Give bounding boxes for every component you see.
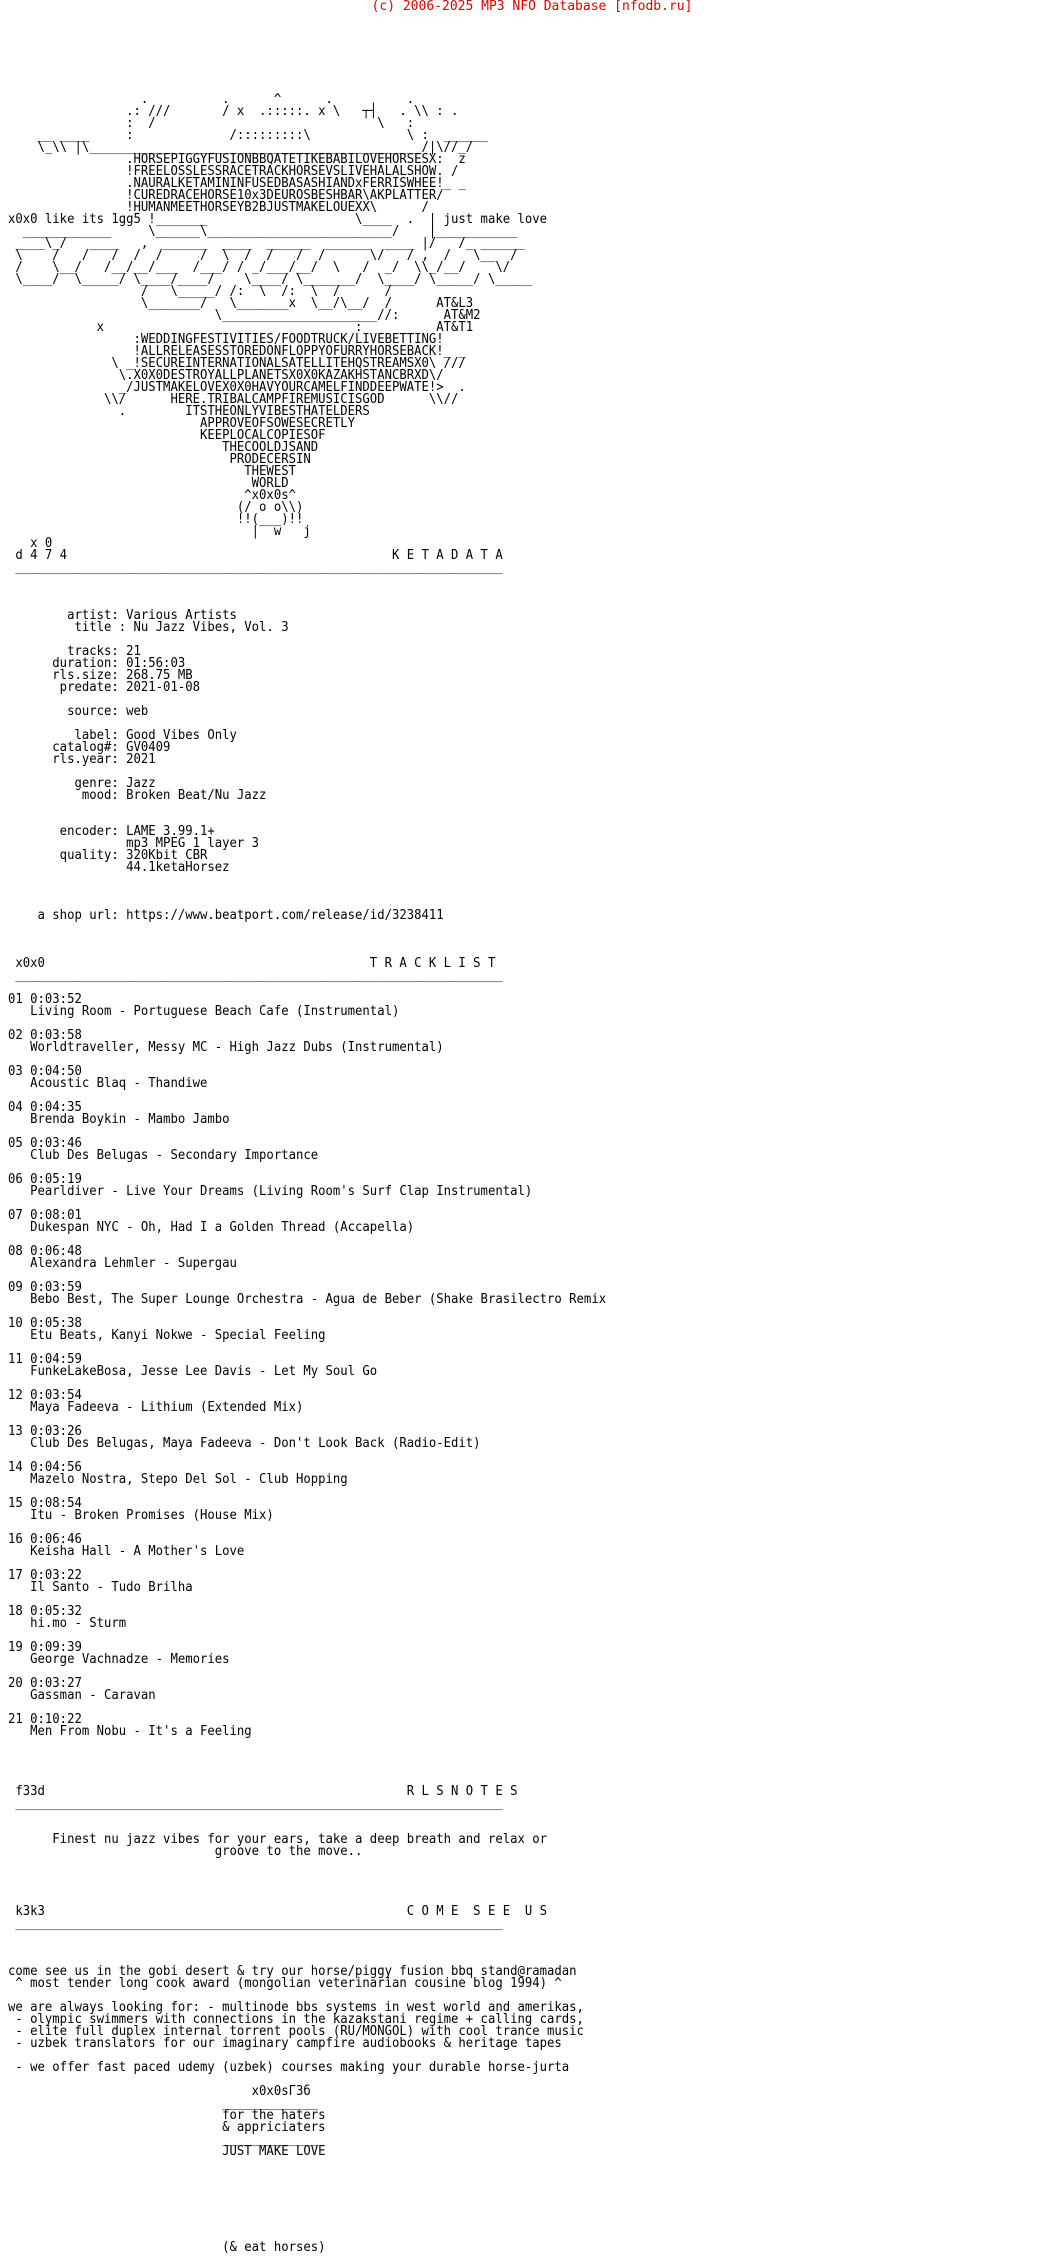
nfo-line: Pearldiver - Live Your Dreams (Living Room's Surf Clap Instrumental): [8, 1184, 533, 1199]
nfo-line: - olympic swimmers with connections in the kazakstani regime + calling cards,: [8, 2012, 584, 2027]
nfo-line: \\/ HERE.TRIBALCAMPFIREMUSICISGOD \\//: [8, 392, 459, 407]
nfo-line: Mazelo Nostra, Stepo Del Sol - Club Hopping: [8, 1472, 348, 1487]
nfo-line: !CUREDRACEHORSE10x3DEUROSBESHBAR\AKPLATTER/: [8, 188, 444, 203]
nfo-line: Worldtraveller, Messy MC - High Jazz Dubs (Instrumental): [8, 1040, 444, 1055]
nfo-line: THECOOLDJSAND: [8, 440, 319, 455]
nfo-line: Finest nu jazz vibes for your ears, take a deep breath and relax or: [8, 1832, 548, 1847]
nfo-line: 08 0:06:48: [8, 1244, 82, 1259]
nfo-line: d 4 7 4 K E T A D A T A: [8, 548, 503, 563]
nfo-line: predate: 2021-01-08: [8, 680, 200, 695]
nfo-line: !!(___)!!: [8, 512, 304, 527]
nfo-line: \ _!SECUREINTERNATIONALSATELLITEHQSTREAMSX0\ ///: [8, 356, 466, 371]
nfo-text-block: [8, 46, 606, 2254]
nfo-line: Men From Nobu - It's a Feeling: [8, 1724, 252, 1739]
nfo-line: PRODECERSIN: [8, 452, 311, 467]
nfo-line: 04 0:04:35: [8, 1100, 82, 1115]
nfo-line: - we offer fast paced udemy (uzbek) courses making your durable horse-jurta: [8, 2060, 570, 2075]
nfo-line: Alexandra Lehmler - Supergau: [8, 1256, 237, 1271]
nfo-line: Brenda Boykin - Mambo Jambo: [8, 1112, 230, 1127]
nfo-line: label: Good Vibes Only: [8, 728, 237, 743]
nfo-line: ____________ \______\_________________________/ |___________: [8, 224, 518, 239]
nfo-line: Dukespan NYC - Oh, Had I a Golden Thread (Accapella): [8, 1220, 415, 1235]
nfo-line: 06 0:05:19: [8, 1172, 82, 1187]
nfo-line: \.X0X0DESTROYALLPLANETSX0X0KAZAKHSTANCBRXD\/: [8, 368, 444, 383]
nfo-line: !HUMANMEETHORSEYB2BJUSTMAKELOUEXX\ /: [8, 200, 429, 215]
nfo-line: 10 0:05:38: [8, 1316, 82, 1331]
nfo-line: APPROVEOFSOWESECRETLY: [8, 416, 356, 431]
nfo-line: Club Des Belugas, Maya Fadeeva - Don't Look Back (Radio-Edit): [8, 1436, 481, 1451]
nfo-line: Bebo Best, The Super Lounge Orchestra - Agua de Beber (Shake Brasilectro Remix: [8, 1292, 607, 1307]
nfo-line: x0x0 T R A C K L I S T: [8, 956, 496, 971]
nfo-line: __________________________________________________________________: [8, 968, 503, 983]
nfo-line: 02 0:03:58: [8, 1028, 82, 1043]
nfo-line: 44.1ketaHorsez: [8, 860, 230, 875]
nfo-line: \_\\ |\_____________________________________________/|\//_/: [8, 140, 474, 155]
nfo-line: 12 0:03:54: [8, 1388, 82, 1403]
nfo-line: Living Room - Portuguese Beach Cafe (Instrumental): [8, 1004, 400, 1019]
nfo-line: Maya Fadeeva - Lithium (Extended Mix): [8, 1400, 304, 1415]
nfo-line: x : AT&T1: [8, 320, 474, 335]
nfo-line: \_____________________//: AT&M2: [8, 308, 481, 323]
nfo-line: !ALLRELEASESSTOREDONFLOPPYOFURRYHORSEBACK!_ _: [8, 344, 466, 359]
nfo-line: (/ o o\\): [8, 500, 304, 515]
nfo-line: ^ most tender long cook award (mongolian veterinarian cousine blog 1994) ^: [8, 1976, 562, 1991]
nfo-line: we are always looking for: - multinode bbs systems in west world and amerikas,: [8, 2000, 584, 2015]
nfo-line: \ / / / / / / \ / / / / \/ / , / \__ /: [8, 248, 518, 263]
nfo-line: 09 0:03:59: [8, 1280, 82, 1295]
nfo-line: artist: Various Artists: [8, 608, 237, 623]
nfo-line: source: web: [8, 704, 149, 719]
nfo-line: Acoustic Blaq - Thandiwe: [8, 1076, 208, 1091]
nfo-line: Club Des Belugas - Secondary Importance: [8, 1148, 319, 1163]
nfo-line: mood: Broken Beat/Nu Jazz: [8, 788, 267, 803]
nfo-line: 11 0:04:59: [8, 1352, 82, 1367]
nfo-line: hi.mo - Sturm: [8, 1616, 127, 1631]
nfo-line: WORLD: [8, 476, 289, 491]
nfo-line: .: /// / x .:::::. x \ ┬┤ . \\ : .: [8, 104, 459, 119]
nfo-line: __________________________________________________________________: [8, 560, 503, 575]
nfo-line: 07 0:08:01: [8, 1208, 82, 1223]
nfo-line: 15 0:08:54: [8, 1496, 82, 1511]
nfo-line: George Vachnadze - Memories: [8, 1652, 230, 1667]
nfo-line: :WEDDINGFESTIVITIES/FOODTRUCK/LIVEBETTING!: [8, 332, 444, 347]
nfo-line: .NAURALKETAMININFUSEDBASASHIANDxFERRISWHEE!_ _: [8, 176, 466, 191]
nfo-line: genre: Jazz: [8, 776, 156, 791]
nfo-line: - elite full duplex internal torrent pools (RU/MONGOL) with cool trance music: [8, 2024, 584, 2039]
nfo-line: : / \ :: [8, 116, 415, 131]
nfo-line: FunkeLakeBosa, Jesse Lee Davis - Let My Soul Go: [8, 1364, 378, 1379]
nfo-line: k3k3 C O M E S E E U S: [8, 1904, 548, 1919]
copyright-header: (c) 2006-2025 MP3 NFO Database [nfodb.ru]: [371, 0, 693, 14]
nfo-line: x 0: [8, 536, 53, 551]
nfo-line: rls.size: 268.75 MB: [8, 668, 193, 683]
nfo-line: ____\_/ ____ , ______ ____ ______ ______ ____ |/ /_ ______: [8, 236, 525, 251]
nfo-line: Etu Beats, Kanyi Nokwe - Special Feeling: [8, 1328, 326, 1343]
nfo-line: Gassman - Caravan: [8, 1688, 156, 1703]
nfo-line: duration: 01:56:03: [8, 656, 186, 671]
nfo-line: | w j: [8, 524, 311, 539]
nfo-line: __ ____ : /:::::::::\ \ : ______: [8, 128, 488, 143]
nfo-line: / \_____/ /: \ /: \ / /: [8, 284, 392, 299]
nfo-line: \_______/ \_______x \__/\__/ / AT&L3: [8, 296, 474, 311]
nfo-line: 14 0:04:56: [8, 1460, 82, 1475]
nfo-line: .HORSEPIGGYFUSIONBBQATETIKEBABILOVEHORSESX: z: [8, 152, 466, 167]
nfo-line: Il Santo - Tudo Brilha: [8, 1580, 193, 1595]
nfo-line: ^x0x0s^: [8, 488, 296, 503]
nfo-line: \____/ \_____/ \____/____/ \____/ \_______/ \____/ \_____/ \_____: [8, 272, 533, 287]
nfo-line: a shop url: https://www.beatport.com/release/id/3238411: [8, 908, 444, 923]
nfo-line: __________________________________________________________________: [8, 1796, 503, 1811]
nfo-line: x0x0 like its 1gg5 !_______ \____ . | just make love: [8, 212, 548, 227]
nfo-line: 20 0:03:27: [8, 1676, 82, 1691]
nfo-line: . ITSTHEONLYVIBESTHATELDERS: [8, 404, 370, 419]
nfo-line: 18 0:05:32: [8, 1604, 82, 1619]
nfo-line: encoder: LAME 3.99.1+: [8, 824, 215, 839]
nfo-line: / \__/ /__/__/___ /___/ / _/___/__/ \ / _/ \\_/__/ \/: [8, 260, 511, 275]
nfo-line: f33d R L S N O T E S: [8, 1784, 518, 1799]
nfo-line: 03 0:04:50: [8, 1064, 82, 1079]
nfo-line: tracks: 21: [8, 644, 141, 659]
nfo-line: 16 0:06:46: [8, 1532, 82, 1547]
nfo-line: catalog#: GV0409: [8, 740, 171, 755]
nfo-line: mp3 MPEG 1 layer 3: [8, 836, 260, 851]
nfo-line: - uzbek translators for our imaginary campfire audiobooks & heritage tapes: [8, 2036, 562, 2051]
nfo-line: title : Nu Jazz Vibes, Vol. 3: [8, 620, 289, 635]
nfo-line: 21 0:10:22: [8, 1712, 82, 1727]
nfo-line: KEEPLOCALCOPIESOF: [8, 428, 326, 443]
nfo-line: rls.year: 2021: [8, 752, 156, 767]
nfo-line: THEWEST: [8, 464, 296, 479]
nfo-line: Keisha Hall - A Mother's Love: [8, 1544, 245, 1559]
nfo-line: _____________: [8, 2096, 319, 2111]
nfo-line: _____________: [8, 2132, 319, 2147]
nfo-line: JUST MAKE LOVE: [8, 2144, 326, 2159]
nfo-line: Itu - Broken Promises (House Mix): [8, 1508, 274, 1523]
nfo-line: come see us in the gobi desert & try our horse/piggy fusion bbq stand@ramadan: [8, 1964, 577, 1979]
nfo-line: 17 0:03:22: [8, 1568, 82, 1583]
nfo-line: (& eat horses): [8, 2240, 326, 2255]
nfo-line: for the haters: [8, 2108, 326, 2123]
nfo-line: x0x0sГЗб: [8, 2084, 311, 2099]
nfo-line: & appriciaters: [8, 2120, 326, 2135]
nfo-line: groove to the move..: [8, 1844, 363, 1859]
nfo-line: quality: 320Kbit CBR: [8, 848, 208, 863]
nfo-line: !FREELOSSLESSRACETRACKHORSEVSLIVEHALALSHOW. /: [8, 164, 459, 179]
nfo-line: __________________________________________________________________: [8, 1916, 503, 1931]
nfo-line: 13 0:03:26: [8, 1424, 82, 1439]
nfo-line: . . ^ . .: [8, 92, 415, 107]
nfo-line: 05 0:03:46: [8, 1136, 82, 1151]
nfo-line: _/JUSTMAKELOVEX0X0HAVYOURCAMELFINDDEEPWATE!> .: [8, 380, 466, 395]
nfo-line: 19 0:09:39: [8, 1640, 82, 1655]
nfo-line: 01 0:03:52: [8, 992, 82, 1007]
